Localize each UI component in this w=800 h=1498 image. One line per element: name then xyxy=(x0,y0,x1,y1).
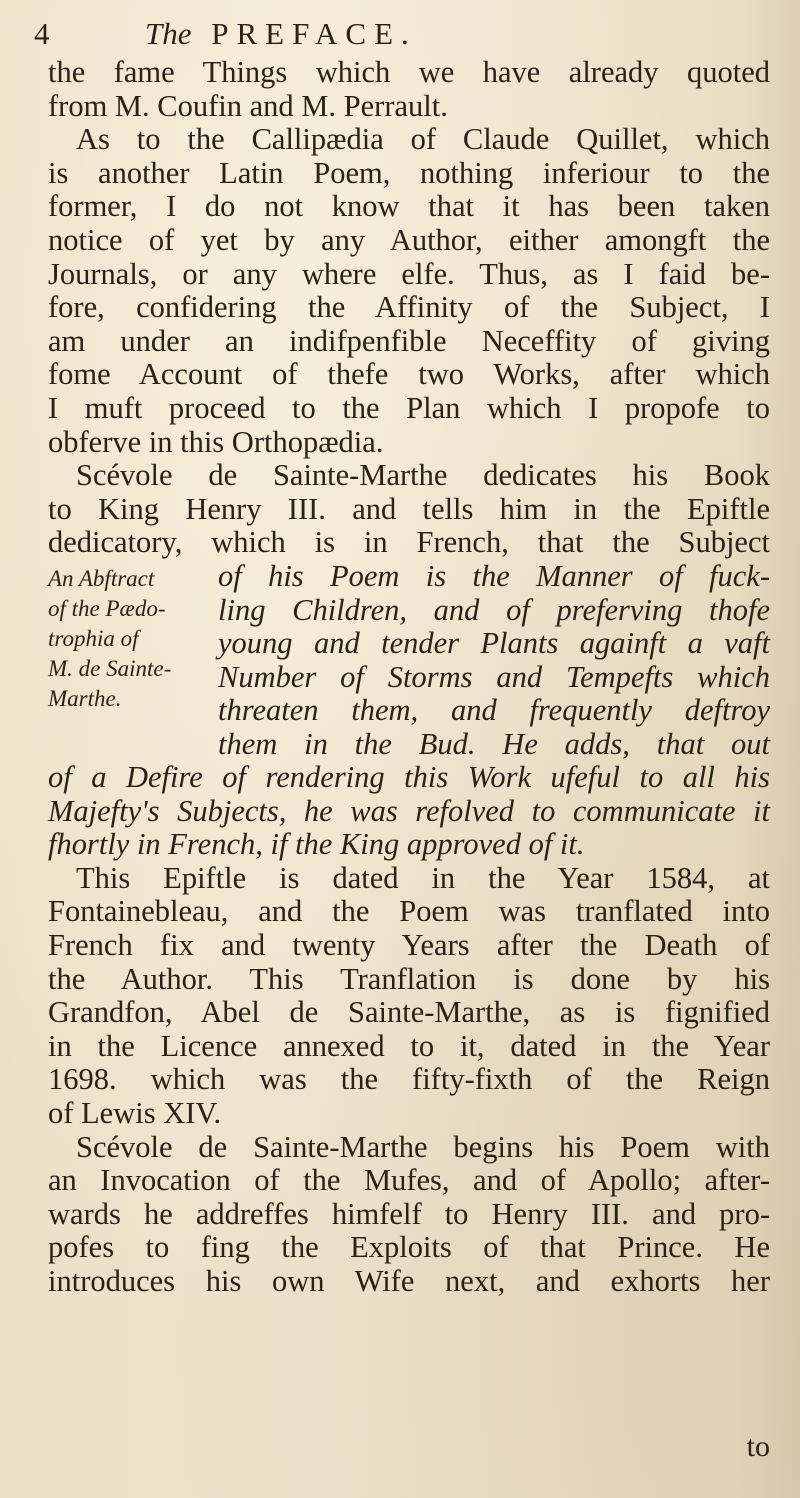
text-line: of his Poem is the Manner of fuck- xyxy=(218,558,770,593)
text-line: 1698. which was the fifty-fixth of the Reign xyxy=(48,1062,770,1097)
text-line: is another Latin Poem, nothing inferiour to the xyxy=(48,155,770,190)
text-line: young and tender Plants againft a vaft xyxy=(218,626,770,661)
margin-note-line: trophia of xyxy=(48,625,139,651)
text-line: in the Licence annexed to it, dated in the Year xyxy=(48,1028,770,1063)
text-line: from M. Coufin and M. Perrault. xyxy=(48,88,448,123)
page-number: 4 xyxy=(34,16,50,51)
text-line: notice of yet by any Author, either amongft the xyxy=(48,222,770,257)
text-line: Number of Storms and Tempefts which xyxy=(218,659,770,694)
text-line: fhortly in French, if the King approved of it. xyxy=(48,827,585,862)
text-line: wards he addreffes himfelf to Henry III. and pro- xyxy=(48,1196,770,1231)
text-line: them in the Bud. He adds, that out xyxy=(218,726,770,761)
text-line: the Author. This Tranflation is done by his xyxy=(48,961,770,996)
text-line: the fame Things which we have already quoted xyxy=(48,55,770,89)
text-line: As to the Callipædia of Claude Quillet, which xyxy=(76,122,770,157)
margin-note-line: Marthe. xyxy=(48,685,122,711)
text-line: Journals, or any where elfe. Thus, as I faid be- xyxy=(48,256,770,291)
text-line: am under an indifpenfible Neceffity of giving xyxy=(48,323,770,358)
text-line: of Lewis XIV. xyxy=(48,1096,222,1131)
text-line: French fix and twenty Years after the Death of xyxy=(48,928,770,963)
text-line: Scévole de Sainte-Marthe dedicates his Book xyxy=(76,458,770,493)
text-line: Fontainebleau, and the Poem was tranflated into xyxy=(48,894,770,929)
text-line: introduces his own Wife next, and exhorts her xyxy=(48,1264,770,1298)
text-line: This Epiftle is dated in the Year 1584, at xyxy=(76,860,770,895)
running-head-the: The xyxy=(145,16,192,51)
margin-note xyxy=(48,564,200,714)
text-line: dedicatory, which is in French, that the Subject xyxy=(48,525,770,560)
text-line: Scévole de Sainte-Marthe begins his Poem with xyxy=(76,1129,770,1164)
margin-note-line: M. de Sainte- xyxy=(48,655,172,681)
running-head xyxy=(145,12,417,56)
text-line: I muft proceed to the Plan which I propofe to xyxy=(48,390,770,425)
text-line: former, I do not know that it has been taken xyxy=(48,189,770,224)
wrapped-lines xyxy=(218,560,770,694)
running-head-title: PREFACE. xyxy=(211,16,417,51)
text-line: Grandfon, Abel de Sainte-Marthe, as is fignified xyxy=(48,995,770,1030)
text-line: of a Defire of rendering this Work ufeful to all his xyxy=(48,760,770,795)
text-line: an Invocation of the Mufes, and of Apollo; after- xyxy=(48,1163,770,1198)
text-line: fore, confidering the Affinity of the Subject, I xyxy=(48,290,770,325)
text-line: pofes to fing the Exploits of that Prince. He xyxy=(48,1230,770,1265)
text-line: to King Henry III. and tells him in the Epiftle xyxy=(48,491,770,526)
text-line: threaten them, and frequently deftroy xyxy=(218,692,770,727)
body-text xyxy=(48,56,770,1299)
margin-note-line: of the Pædo- xyxy=(48,595,166,621)
text-line: fome Account of thefe two Works, after which xyxy=(48,357,770,392)
text-line: Majefty's Subjects, he was refolved to communicate it xyxy=(48,793,770,828)
catchword: to xyxy=(746,1430,770,1463)
page-header xyxy=(30,12,770,56)
text-line: obferve in this Orthopædia. xyxy=(48,424,384,459)
margin-note-line: An Abftract xyxy=(48,565,155,591)
text-line: ling Children, and of preferving thofe xyxy=(218,592,770,627)
